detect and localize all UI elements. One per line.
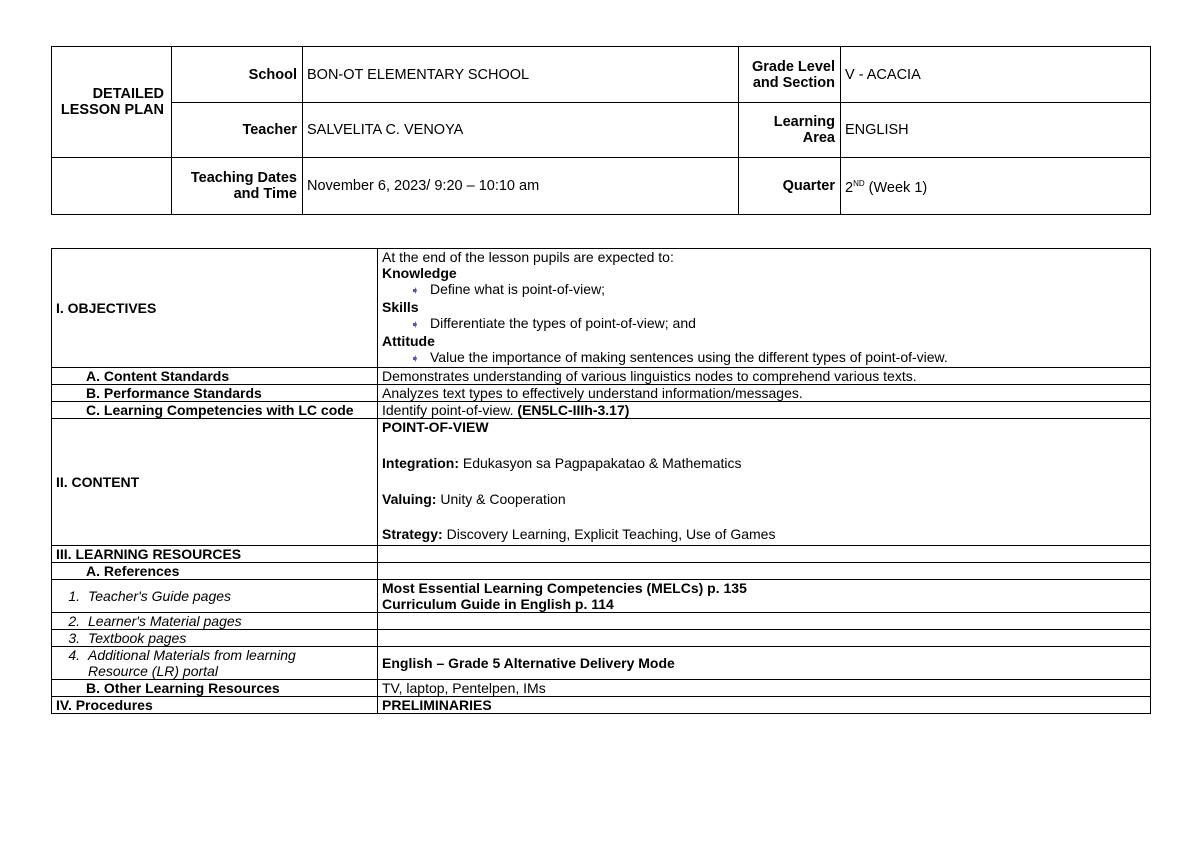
learning-resources-row xyxy=(52,546,1151,563)
learners-material-row xyxy=(52,613,1151,630)
performance-standards-label: B. Performance Standards xyxy=(52,385,378,402)
teachers-guide-row xyxy=(52,580,1151,613)
teacher-value: SALVELITA C. VENOYA xyxy=(303,103,739,158)
references-label: A. References xyxy=(52,563,378,580)
references-row xyxy=(52,563,1151,580)
school-value: BON-OT ELEMENTARY SCHOOL xyxy=(303,47,739,103)
learning-competencies-value: Identify point-of-view. (EN5LC-IIIh-3.17) xyxy=(378,402,1151,419)
procedures-value: PRELIMINARIES xyxy=(378,697,1151,714)
learning-competencies-row xyxy=(52,402,1151,419)
content-label: II. CONTENT xyxy=(52,419,378,546)
quarter-label: Quarter xyxy=(739,158,841,215)
learning-competencies-label: C. Learning Competencies with LC code xyxy=(52,402,378,419)
school-label: School xyxy=(172,47,303,103)
content-standards-value: Demonstrates understanding of various linguistics nodes to comprehend various texts. xyxy=(378,368,1151,385)
learning-area-label: Learning Area xyxy=(739,103,841,158)
lesson-plan-table xyxy=(51,248,1151,714)
lesson-plan-title: DETAILED LESSON PLAN xyxy=(52,47,172,158)
additional-materials-value: English – Grade 5 Alternative Delivery Mode xyxy=(378,647,1151,680)
teachers-guide-value: Most Essential Learning Competencies (MELCs) p. 135 Curriculum Guide in English p. 114 xyxy=(378,580,1151,613)
arrow-bullet-icon: ➧ xyxy=(410,285,420,297)
performance-standards-row xyxy=(52,385,1151,402)
teaching-dates-label: Teaching Dates and Time xyxy=(172,158,303,215)
learners-material-label: 2. Learner's Material pages xyxy=(52,613,378,630)
grade-level-label: Grade Level and Section xyxy=(739,47,841,103)
other-resources-row xyxy=(52,680,1151,697)
objectives-content: At the end of the lesson pupils are expected to: Knowledge ➧ Define what is point-of-view; Skills ➧ Differentiate the types of point-of-view; and Attitude ➧ Value the importance of making sentences using the different types of point-of-view. xyxy=(378,249,1151,368)
additional-materials-label: 4. Additional Materials from learning Resource (LR) portal xyxy=(52,647,378,680)
textbook-row xyxy=(52,630,1151,647)
teaching-dates-value: November 6, 2023/ 9:20 – 10:10 am xyxy=(303,158,739,215)
content-row xyxy=(52,419,1151,546)
content-standards-label: A. Content Standards xyxy=(52,368,378,385)
procedures-row xyxy=(52,697,1151,714)
performance-standards-value: Analyzes text types to effectively understand information/messages. xyxy=(378,385,1151,402)
textbook-label: 3. Textbook pages xyxy=(52,630,378,647)
additional-materials-row xyxy=(52,647,1151,680)
quarter-value: 2ND (Week 1) xyxy=(841,158,1151,215)
objectives-label: I. OBJECTIVES xyxy=(52,249,378,368)
procedures-label: IV. Procedures xyxy=(52,697,378,714)
content-standards-row xyxy=(52,368,1151,385)
header-table xyxy=(51,46,1151,215)
objectives-row xyxy=(52,249,1151,368)
grade-level-value: V - ACACIA xyxy=(841,47,1151,103)
learning-area-value: ENGLISH xyxy=(841,103,1151,158)
arrow-bullet-icon: ➧ xyxy=(410,353,420,365)
title-spacer xyxy=(52,158,172,215)
teachers-guide-label: 1. Teacher's Guide pages xyxy=(52,580,378,613)
arrow-bullet-icon: ➧ xyxy=(410,319,420,331)
learning-resources-label: III. LEARNING RESOURCES xyxy=(52,546,378,563)
other-resources-value: TV, laptop, Pentelpen, IMs xyxy=(378,680,1151,697)
content-value: POINT-OF-VIEW Integration: Edukasyon sa Pagpapakatao & Mathematics Valuing: Unity & Cooperation Strategy: Discovery Learning, Explicit Teaching, Use of Games xyxy=(378,419,1151,546)
teacher-label: Teacher xyxy=(172,103,303,158)
other-resources-label: B. Other Learning Resources xyxy=(52,680,378,697)
